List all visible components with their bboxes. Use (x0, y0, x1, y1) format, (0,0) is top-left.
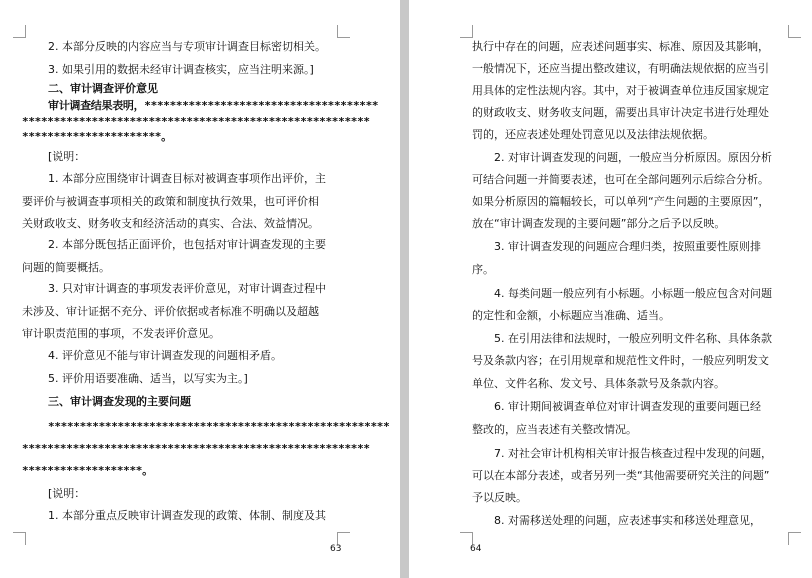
crop-mark-top-left (460, 25, 473, 38)
crop-mark-bottom-left (13, 532, 26, 545)
crop-mark-top-left (13, 25, 26, 38)
placeholder-line: ******************************************************* (22, 442, 370, 455)
text-line: 4. 评价意见不能与审计调查发现的问题相矛盾。 (48, 349, 282, 362)
placeholder-line: 审计调查结果表明，************************************* (48, 99, 379, 112)
crop-mark-top-right (337, 25, 350, 38)
text-line: 一般情况下，还应当提出整改建议，有明确法规依据的应当引 (472, 62, 769, 75)
text-line: 单位、文件名称、发文号、具体条款号及条款内容。 (472, 377, 725, 390)
placeholder-line: ******************************************************* (22, 115, 370, 128)
text-line: 2. 本部分反映的内容应当与专项审计调查目标密切相关。 (48, 40, 326, 53)
text-line: 1. 本部分应围绕审计调查目标对被调查事项作出评价，主 (48, 172, 326, 185)
left-page (0, 0, 400, 578)
text-line: 可以在本部分表述，或者另列一类“其他需要研究关注的问题” (472, 469, 770, 482)
page-gutter (400, 0, 409, 578)
text-line: 3. 如果引用的数据未经审计调查核实，应当注明来源。] (48, 63, 314, 76)
text-line: 3. 审计调查发现的问题应合理归类，按照重要性原则排 (494, 240, 761, 253)
text-line: 整改的，应当表述有关整改情况。 (472, 423, 637, 436)
placeholder-line: ****************************************************** (48, 420, 390, 433)
placeholder-line: **********************。 (22, 130, 172, 143)
text-line: 问题的简要概括。 (22, 261, 110, 274)
page-number: 64 (470, 544, 482, 554)
crop-mark-top-right (788, 25, 801, 38)
right-page (409, 0, 812, 578)
text-line: 关财政收支、财务收支和经济活动的真实、合法、效益情况。 (22, 217, 319, 230)
text-line: 3. 只对审计调查的事项发表评价意见，对审计调查过程中 (48, 282, 326, 295)
text-line: 2. 对审计调查发现的问题，一般应当分析原因。原因分析 (494, 151, 772, 164)
text-line: 可结合问题一并简要表述，也可在全部问题列示后综合分析。 (472, 173, 769, 186)
text-line: 5. 评价用语要准确、适当，以写实为主。] (48, 372, 248, 385)
text-line: 如果分析原因的篇幅较长，可以单列“产生问题的主要原因”， (472, 195, 770, 208)
text-line: 用具体的定性法规内容。其中，对于被调查单位违反国家规定 (472, 84, 769, 97)
page-number: 63 (330, 544, 342, 554)
text-line: 审计职责范围的事项，不发表评价意见。 (22, 327, 220, 340)
section-heading: 三、审计调查发现的主要问题 (48, 395, 191, 408)
text-line: 执行中存在的问题，应表述问题事实、标准、原因及其影响， (472, 40, 769, 53)
crop-mark-bottom-right (788, 532, 801, 545)
text-line: 7. 对社会审计机构相关审计报告核查过程中发现的问题， (494, 447, 772, 460)
text-line: 放在“审计调查发现的主要问题”部分之后予以反映。 (472, 217, 726, 230)
text-line: 4. 每类问题一般应列有小标题。小标题一般应包含对问题 (494, 287, 772, 300)
text-line: 的定性和金额，小标题应当准确、适当。 (472, 309, 670, 322)
text-line: 要评价与被调查事项相关的政策和制度执行效果，也可评价相 (22, 195, 319, 208)
text-line: 的财政收支、财务收支问题，需要出具审计决定书进行处理处 (472, 106, 769, 119)
text-line: 8. 对需移送处理的问题，应表述事实和移送处理意见， (494, 514, 761, 527)
section-heading: 二、审计调查评价意见 (48, 82, 158, 95)
text-line: 未涉及、审计证据不充分、评价依据或者标准不明确以及超越 (22, 305, 319, 318)
text-line: 1. 本部分重点反映审计调查发现的政策、体制、制度及其 (48, 509, 326, 522)
text-line: 5. 在引用法律和法规时，一般应列明文件名称、具体条款 (494, 332, 772, 345)
text-line: 序。 (472, 263, 494, 276)
text-line: 罚的，还应表述处理处罚意见以及法律法规依据。 (472, 128, 714, 141)
text-line: 予以反映。 (472, 491, 527, 504)
text-line: 2. 本部分既包括正面评价，也包括对审计调查发现的主要 (48, 238, 326, 251)
text-line: [说明： (48, 150, 86, 163)
placeholder-line: *******************。 (22, 464, 153, 477)
text-line: [说明： (48, 487, 86, 500)
text-line: 号及条款内容；在引用规章和规范性文件时，一般应列明发文 (472, 354, 769, 367)
text-line: 6. 审计期间被调查单位对审计调查发现的重要问题已经 (494, 400, 761, 413)
